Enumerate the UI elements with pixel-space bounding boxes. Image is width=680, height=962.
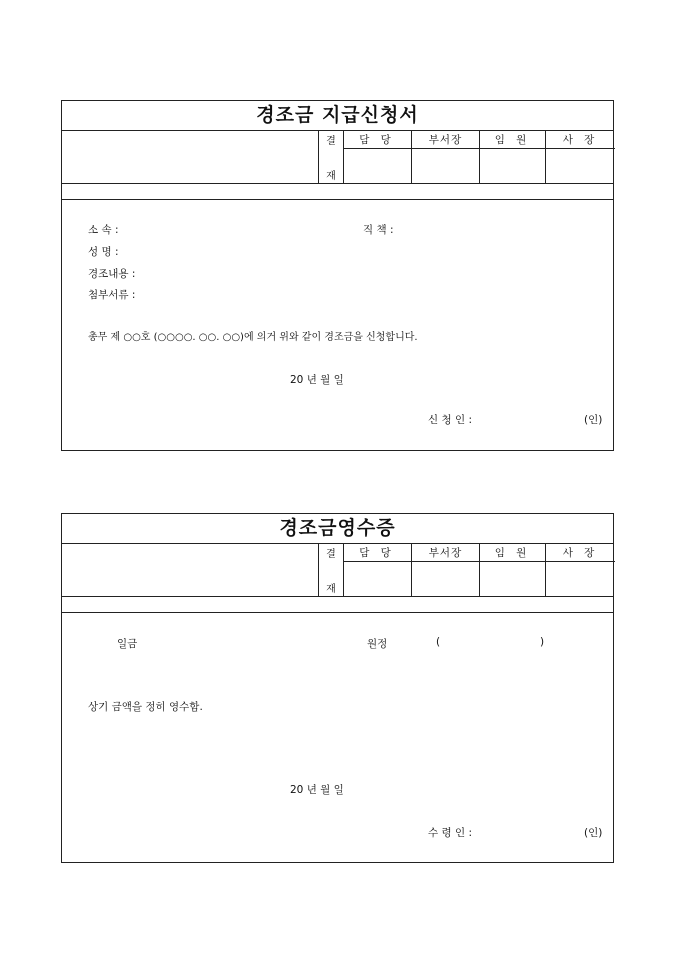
- approval-jae: 재: [326, 584, 336, 595]
- application-form: [61, 100, 614, 451]
- spacer-row: [62, 184, 613, 200]
- signature-box-executive[interactable]: [480, 149, 546, 183]
- field-affiliation: 소 속 :: [88, 224, 119, 236]
- signature-box-staff[interactable]: [343, 562, 412, 596]
- receiver-label: 수 령 인 :: [428, 827, 472, 839]
- statement-text: 상기 금액을 정히 영수함.: [88, 701, 203, 713]
- field-attachments: 첨부서류 :: [88, 289, 136, 301]
- signature-box-president[interactable]: [546, 562, 615, 596]
- approval-block: [62, 131, 613, 184]
- approval-header-staff: 담 당: [343, 131, 412, 149]
- approval-label: [319, 131, 344, 183]
- amount-unit: 원정: [367, 638, 388, 650]
- approval-gyeol: 결: [326, 549, 336, 560]
- approval-jae: 재: [326, 171, 336, 182]
- approval-header-president: 사 장: [546, 544, 615, 562]
- seal-mark: (인): [584, 827, 603, 839]
- approval-header-executive: 임 원: [480, 131, 546, 149]
- approval-gyeol: 결: [326, 136, 336, 147]
- receipt-form: [61, 513, 614, 863]
- approval-grid: [318, 544, 615, 596]
- approval-label: [319, 544, 344, 596]
- approval-header-president: 사 장: [546, 131, 615, 149]
- signature-box-staff[interactable]: [343, 149, 412, 183]
- form-title: 경조금 지급신청서: [62, 101, 613, 131]
- form-title: 경조금영수증: [62, 514, 613, 544]
- field-name: 성 명 :: [88, 246, 119, 258]
- signature-box-manager[interactable]: [412, 149, 480, 183]
- approval-block: [62, 544, 613, 597]
- approval-header-staff: 담 당: [343, 544, 412, 562]
- approval-grid: [318, 131, 615, 183]
- signature-box-president[interactable]: [546, 149, 615, 183]
- seal-mark: (인): [584, 414, 603, 426]
- date-line: 20 년 월 일: [290, 374, 344, 386]
- paren-close: ): [540, 636, 545, 648]
- signature-box-manager[interactable]: [412, 562, 480, 596]
- field-details: 경조내용 :: [88, 268, 136, 280]
- date-line: 20 년 월 일: [290, 784, 344, 796]
- paren-open: (: [436, 636, 441, 648]
- applicant-label: 신 청 인 :: [428, 414, 472, 426]
- field-position: 직 책 :: [363, 224, 394, 236]
- approval-header-manager: 부서장: [412, 544, 480, 562]
- amount-label: 일금: [117, 638, 138, 650]
- spacer-row: [62, 597, 613, 613]
- signature-box-executive[interactable]: [480, 562, 546, 596]
- approval-header-manager: 부서장: [412, 131, 480, 149]
- approval-header-executive: 임 원: [480, 544, 546, 562]
- statement-text: 총무 제 ○○호 (○○○○. ○○. ○○)에 의거 위와 같이 경조금을 신청합니다.: [88, 332, 418, 343]
